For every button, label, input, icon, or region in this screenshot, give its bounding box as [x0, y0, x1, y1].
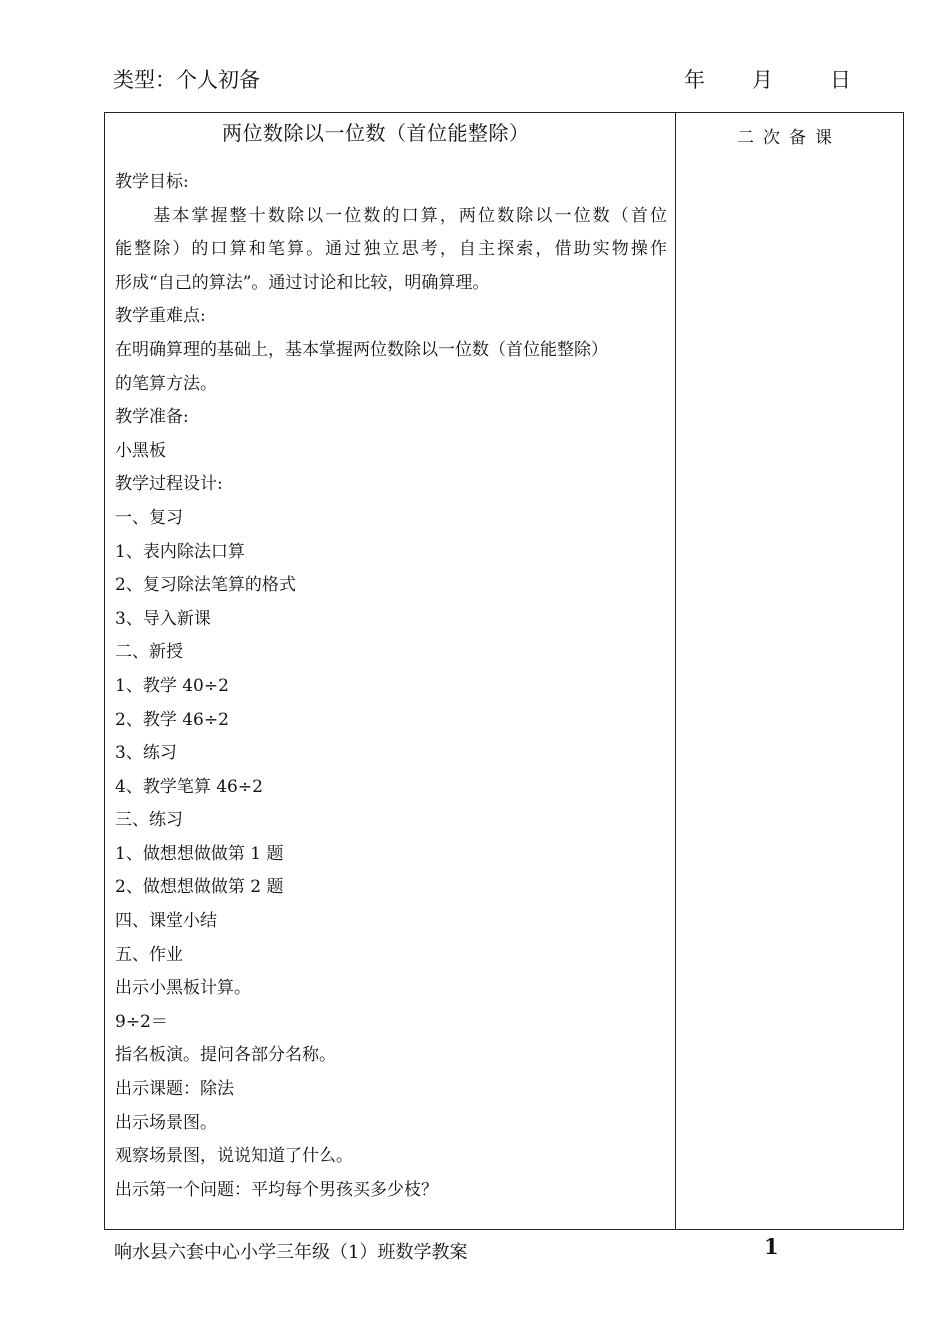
content-line: 教学目标:	[115, 172, 189, 192]
content-line: 小黑板	[115, 440, 166, 461]
document-type-label: 类型：个人初备	[113, 68, 260, 92]
content-line: 1、表内除法口算	[115, 541, 245, 562]
content-line: 1、教学 40÷2	[115, 675, 229, 696]
content-line: 能整除）的口算和笔算。通过独立思考，自主探索，借助实物操作	[115, 239, 667, 260]
lesson-title: 两位数除以一位数（首位能整除）	[222, 121, 530, 145]
content-line: 2、复习除法笔算的格式	[115, 575, 296, 596]
secondary-prep-title: 二次备课	[737, 128, 841, 148]
lesson-plan-table	[104, 112, 904, 1230]
date-year-label: 年	[684, 68, 705, 92]
content-line: 出示小黑板计算。	[115, 978, 251, 999]
content-line: 出示课题：除法	[115, 1079, 234, 1100]
content-line: 4、教学笔算 46÷2	[115, 776, 263, 797]
content-line: 指名板演。提问各部分名称。	[115, 1045, 336, 1066]
content-line: 出示场景图。	[115, 1112, 217, 1133]
content-line: 的笔算方法。	[115, 373, 217, 394]
content-line: 四、课堂小结	[115, 911, 217, 932]
content-line: 教学准备:	[115, 407, 189, 428]
content-line: 3、导入新课	[115, 608, 211, 629]
content-line: 基本掌握整十数除以一位数的口算，两位数除以一位数（首位	[115, 205, 667, 226]
content-line: 2、做想想做做第 2 题	[115, 877, 284, 898]
content-line: 二、新授	[115, 642, 183, 663]
content-line: 一、复习	[115, 507, 183, 528]
page-number: 1	[764, 1234, 779, 1259]
content-line: 观察场景图，说说知道了什么。	[115, 1146, 353, 1167]
content-line: 3、练习	[115, 743, 177, 764]
content-line: 2、教学 46÷2	[115, 709, 229, 730]
content-line: 1、做想想做做第 1 题	[115, 843, 284, 864]
footer-school-name: 响水县六套中心小学三年级（1）班数学教案	[114, 1242, 468, 1263]
content-line: 三、练习	[115, 810, 183, 831]
content-line: 教学过程设计:	[115, 474, 223, 495]
content-line: 五、作业	[115, 944, 183, 965]
content-line: 出示第一个问题：平均每个男孩买多少枝？	[115, 1179, 438, 1200]
content-line: 形成“自己的算法”。通过讨论和比较，明确算理。	[115, 272, 490, 293]
content-line: 9÷2＝	[115, 1011, 168, 1032]
content-line: 教学重难点:	[115, 306, 206, 327]
column-divider	[675, 113, 676, 1229]
date-day-label: 日	[830, 68, 851, 92]
date-month-label: 月	[752, 68, 773, 92]
lesson-content	[115, 166, 667, 1207]
content-line: 在明确算理的基础上，基本掌握两位数除以一位数（首位能整除）	[115, 339, 608, 360]
